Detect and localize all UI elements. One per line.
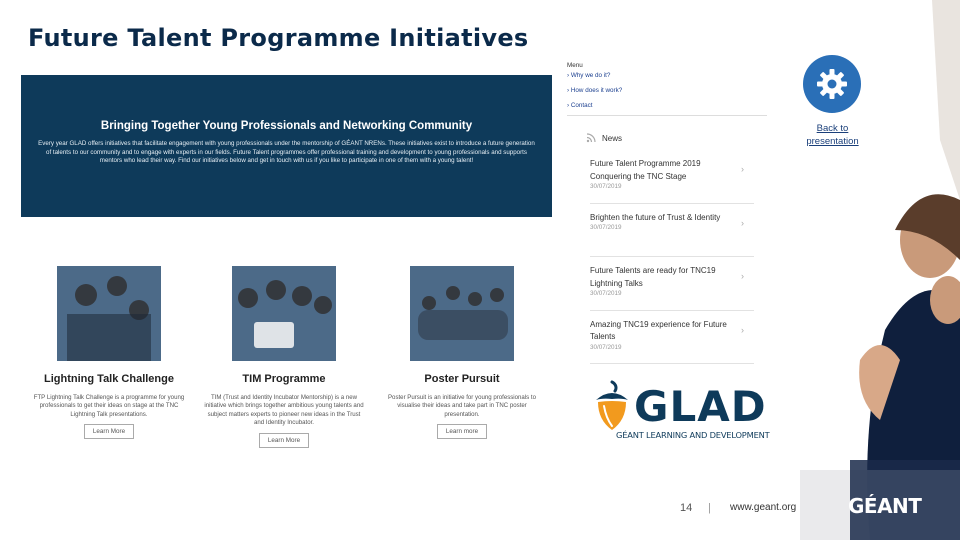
news-date: 30/07/2019 <box>590 183 622 190</box>
geant-logo: GÉANT <box>848 494 922 518</box>
chevron-right-icon: › <box>741 271 744 281</box>
glad-wordmark: GLAD <box>634 382 767 431</box>
learn-more-button[interactable]: Learn More <box>259 433 309 448</box>
slide-title: Future Talent Programme Initiatives <box>28 24 529 52</box>
news-date: 30/07/2019 <box>590 290 622 297</box>
footer-url[interactable]: www.geant.org <box>730 502 797 513</box>
poster-pursuit-photo <box>410 266 514 361</box>
footer-separator: | <box>708 502 711 514</box>
news-title: Future Talent Programme 2019 Conquering the TNC Stage <box>590 159 701 181</box>
learn-more-button[interactable]: Learn More <box>84 424 134 439</box>
card-text: Poster Pursuit is an initiative for young professionals to visualise their ideas and take part in TNC poster presentation. <box>387 394 537 418</box>
chevron-right-icon: › <box>741 164 744 174</box>
menu-item-contact[interactable]: › Contact <box>567 102 593 109</box>
learn-more-button[interactable]: Learn more <box>437 424 487 439</box>
menu-divider <box>567 115 767 116</box>
glad-logo <box>592 378 782 440</box>
card-title: TIM Programme <box>242 373 326 385</box>
news-title: Brighten the future of Trust & Identity <box>590 212 721 222</box>
side-menu <box>567 62 767 116</box>
gear-icon <box>815 67 849 101</box>
news-list <box>590 150 754 364</box>
card-title: Poster Pursuit <box>424 373 500 385</box>
news-date: 30/07/2019 <box>590 224 622 231</box>
card-text: FTP Lightning Talk Challenge is a programme for young professionals to get their ideas on stage at the TNC Lightning Talk presentations. <box>33 394 185 418</box>
acorn-icon <box>592 380 632 432</box>
card-text: TIM (Trust and Identity Incubator Mentorship) is a new initiative which brings together ambitious young talents and subject matters experts to pioneer new ideas in the Trust and Identity Incubator. <box>204 394 364 427</box>
news-item[interactable] <box>590 204 754 258</box>
hero-banner <box>21 75 552 217</box>
lightning-talk-photo <box>57 266 161 361</box>
banner-heading: Bringing Together Young Professionals and Networking Community <box>100 120 473 132</box>
chevron-right-icon: › <box>741 217 744 228</box>
news-title: Amazing TNC19 experience for Future Talents <box>590 319 727 341</box>
news-item[interactable] <box>590 257 754 311</box>
tim-programme-photo <box>232 266 336 361</box>
card-tim-programme <box>204 266 364 448</box>
menu-item-how[interactable]: › How does it work? <box>567 87 623 94</box>
rss-icon <box>586 133 596 143</box>
page-number: 14 <box>680 502 693 514</box>
menu-item-why[interactable]: › Why we do it? <box>567 72 611 79</box>
news-header <box>586 133 622 143</box>
card-poster-pursuit <box>386 266 538 439</box>
news-title: Future Talents are ready for TNC19 Lightning Talks <box>590 266 716 288</box>
news-item[interactable] <box>590 150 754 204</box>
card-title: Lightning Talk Challenge <box>44 373 174 385</box>
card-lightning-talk <box>30 266 188 439</box>
back-to-presentation-link[interactable]: Back to presentation <box>806 123 859 147</box>
news-heading: News <box>602 133 623 143</box>
news-date: 30/07/2019 <box>590 343 622 351</box>
banner-text: Every year GLAD offers initiatives that facilitate engagement with young professionals under the mentorship of GÉANT NRENs. These initiatives exist to introduce a future generation of talents to our community and to engage with experts in our fields. Future Talent programmes offer professional training and development to young professionals and supports mentors who lead their way. Find our initiatives below and get in touch with us if you like to participate in one of them with a young talent! <box>38 140 535 165</box>
news-item[interactable] <box>590 311 754 365</box>
menu-title: Menu <box>567 62 583 69</box>
glad-subtitle: GÉANT LEARNING AND DEVELOPMENT <box>616 430 770 440</box>
back-to-presentation-button[interactable] <box>803 55 861 113</box>
chevron-right-icon: › <box>741 324 744 335</box>
